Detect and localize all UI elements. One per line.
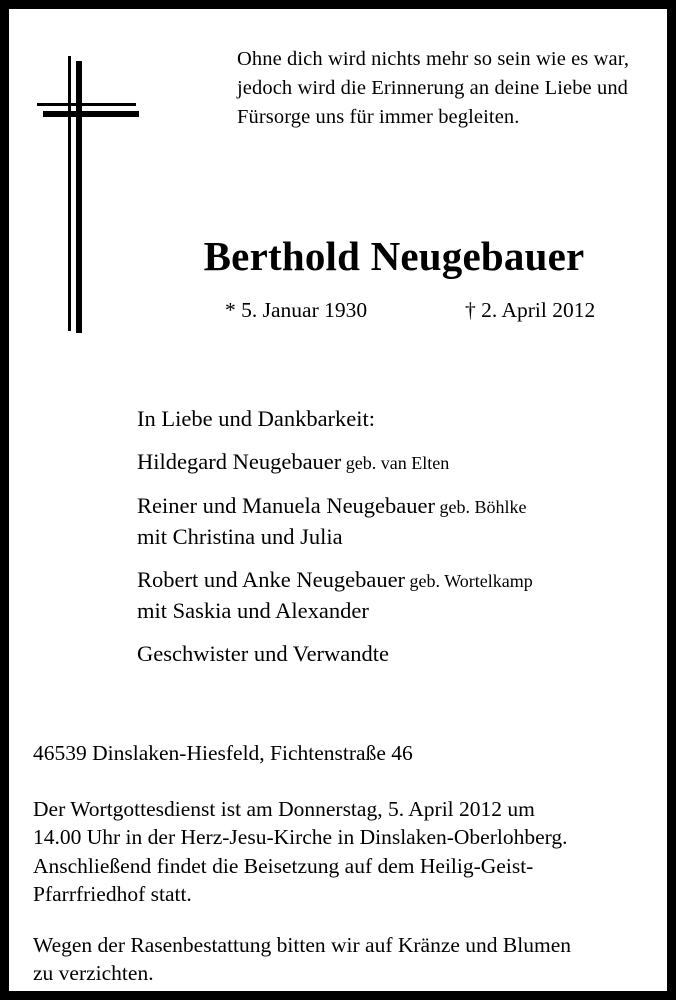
death-date: † 2. April 2012 xyxy=(465,298,596,322)
service-line-4: Pfarrfriedhof statt. xyxy=(33,882,192,906)
flower-request xyxy=(33,931,643,988)
mourner-maiden-name: geb. Wortelkamp xyxy=(409,571,533,591)
epigraph-line-1: Ohne dich wird nichts mehr so sein wie es war, xyxy=(237,48,630,70)
mourner-entry xyxy=(137,565,657,626)
mourners-closing: Geschwister und Verwandte xyxy=(137,641,390,666)
epigraph-line-2: jedoch wird die Erinnerung an deine Liebe und xyxy=(237,77,629,99)
mourner-maiden-name: geb. Böhlke xyxy=(439,497,527,517)
notice-page xyxy=(9,9,667,991)
mourner-name: Robert und Anke Neugebauer xyxy=(137,567,406,592)
mourner-children-line: mit Saskia und Alexander xyxy=(137,598,369,623)
mourner-maiden-name: geb. van Elten xyxy=(345,453,450,473)
epigraph-line-3: Fürsorge uns für immer begleiten. xyxy=(237,106,520,128)
life-dates xyxy=(129,295,659,325)
service-line-3: Anschließend findet die Beisetzung auf dem Heilig-Geist- xyxy=(33,853,534,878)
notice-footer xyxy=(33,739,643,988)
mourner-name: Reiner und Manuela Neugebauer xyxy=(137,493,436,518)
mourner-entry xyxy=(137,447,657,478)
deceased-name: Berthold Neugebauer xyxy=(203,233,585,279)
mourner-primary-line xyxy=(137,565,657,596)
mourners-block xyxy=(137,404,657,669)
request-line-1: Wegen der Rasenbestattung bitten wir auf Kränze und Blumen xyxy=(33,932,571,957)
mourner-entry xyxy=(137,491,657,552)
service-line-1: Der Wortgottesdienst ist am Donnerstag, 5. April 2012 um xyxy=(33,796,535,821)
address-line: 46539 Dinslaken-Hiesfeld, Fichtenstraße 46 xyxy=(33,741,413,765)
mourner-children-line: mit Christina und Julia xyxy=(137,524,343,549)
epigraph-verse xyxy=(237,45,651,132)
service-line-2: 14.00 Uhr in der Herz-Jesu-Kirche in Dinslaken-Oberlohberg. xyxy=(33,825,568,849)
mourner-primary-line xyxy=(137,447,657,478)
birth-date: * 5. Januar 1930 xyxy=(225,298,368,322)
mourner-primary-line xyxy=(137,491,657,522)
mourner-name: Hildegard Neugebauer xyxy=(137,449,342,474)
service-details xyxy=(33,795,643,909)
mourners-intro: In Liebe und Dankbarkeit: xyxy=(137,406,376,431)
request-line-2: zu verzichten. xyxy=(33,961,154,985)
christian-cross-icon xyxy=(28,47,150,333)
